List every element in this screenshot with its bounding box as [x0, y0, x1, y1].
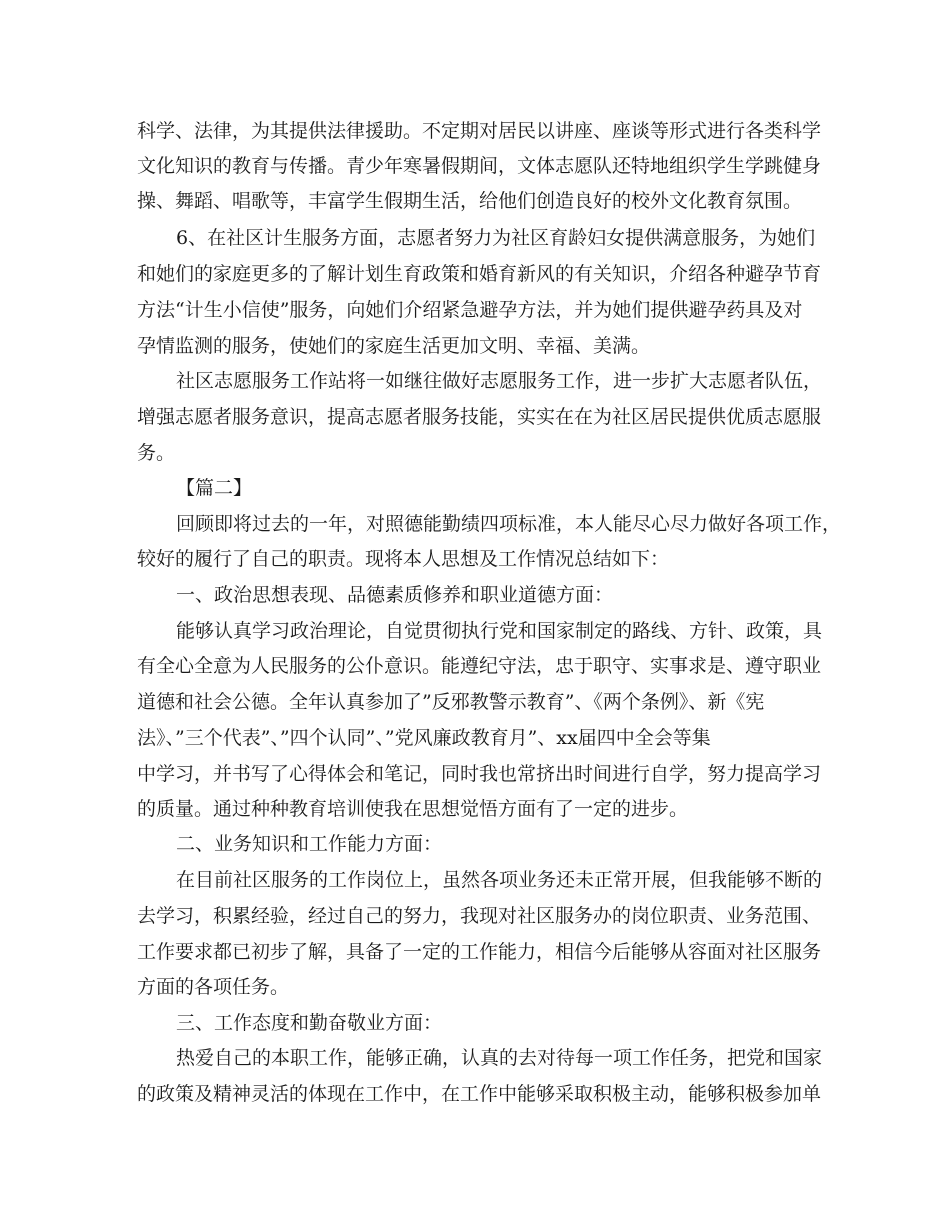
text-line: 的政策及精神灵活的体现在工作中，在工作中能够采取积极主动，能够积极参加单: [137, 1083, 822, 1105]
text-line: 务。: [137, 442, 176, 464]
text-line: 去学习，积累经验，经过自己的努力，我现对社区服务办的岗位职责、业务范围、: [137, 905, 822, 927]
text-line: 在目前社区服务的工作岗位上，虽然各项业务还未正常开展，但我能够不断的: [176, 869, 823, 891]
text-line: 工作要求都已初步了解，具备了一定的工作能力，相信今后能够从容面对社区服务: [137, 941, 822, 963]
text-line: 方法“计生小信使”服务，向她们介绍紧急避孕方法，并为她们提供避孕药具及对: [137, 299, 803, 321]
text-line: 孕情监测的服务，使她们的家庭生活更加文明、幸福、美满。: [137, 335, 651, 357]
text-line: 一、政治思想表现、品德素质修养和职业道德方面：: [176, 584, 614, 606]
text-line: 中学习，并书写了心得体会和笔记，同时我也常挤出时间进行自学，努力提高学习: [137, 763, 822, 785]
text-line: 有全心全意为人民服务的公仆意识。能遵纪守法，忠于职守、实事求是、遵守职业: [137, 655, 822, 677]
text-line: 增强志愿者服务意识，提高志愿者服务技能，实实在在为社区居民提供优质志愿服: [137, 406, 822, 428]
text-line: 三、工作态度和勤奋敬业方面：: [176, 1012, 443, 1034]
text-line: 科学、法律，为其提供法律援助。不定期对居民以讲座、座谈等形式进行各类科学: [137, 120, 822, 142]
text-line: 和她们的家庭更多的了解计划生育政策和婚育新风的有关知识，介绍各种避孕节育: [137, 263, 822, 285]
section-heading: 【篇二】: [176, 477, 253, 499]
text-line: 社区志愿服务工作站将一如继往做好志愿服务工作，进一步扩大志愿者队伍，: [176, 370, 823, 392]
text-line: 回顾即将过去的一年，对照德能勤绩四项标准，本人能尽心尽力做好各项工作，: [176, 513, 842, 535]
text-line: 6、在社区计生服务方面，志愿者努力为社区育龄妇女提供满意服务，为她们: [176, 227, 816, 249]
text-line: 较好的履行了自己的职责。现将本人思想及工作情况总结如下：: [137, 548, 670, 570]
text-line: 二、业务知识和工作能力方面：: [176, 833, 443, 855]
text-line: 文化知识的教育与传播。青少年寒暑假期间，文体志愿队还特地组织学生学跳健身: [137, 155, 822, 177]
text-line: 能够认真学习政治理论，自觉贯彻执行党和国家制定的路线、方针、政策，具: [176, 620, 823, 642]
text-line: 道德和社会公德。全年认真参加了”反邪教警示教育”、《两个条例》、新《宪: [137, 691, 765, 713]
text-line: 的质量。通过种种教育培训使我在思想觉悟方面有了一定的进步。: [137, 798, 689, 820]
text-line: 操、舞蹈、唱歌等，丰富学生假期生活，给他们创造良好的校外文化教育氛围。: [137, 190, 803, 212]
text-line: 方面的各项任务。: [137, 976, 290, 998]
text-line: 热爱自己的本职工作，能够正确，认真的去对待每一项工作任务，把党和国家: [176, 1047, 823, 1069]
text-line: 法》、”三个代表”、”四个认同”、”党风廉政教育月”、xx届四中全会等集: [137, 727, 711, 749]
